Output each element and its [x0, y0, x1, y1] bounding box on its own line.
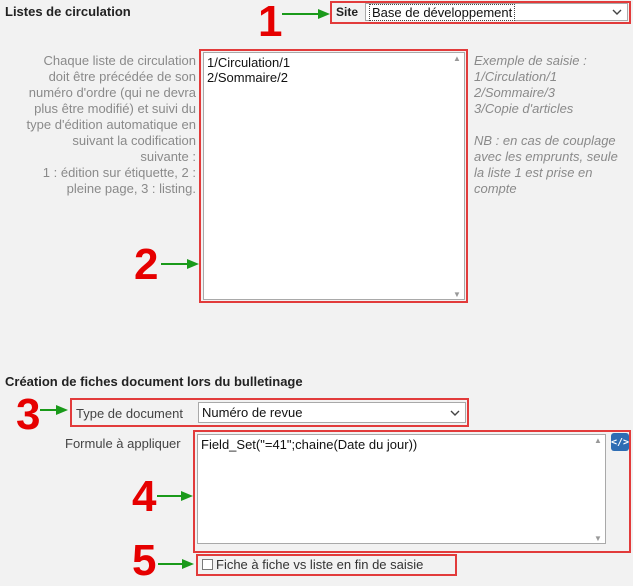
hint-line: 1/Circulation/1	[474, 69, 558, 84]
textarea-scroll-arrows[interactable]: ▲ ▼	[594, 436, 602, 543]
formula-text: Field_Set("=41";chaine(Date du jour))	[201, 437, 418, 452]
hint-line	[474, 117, 618, 133]
hint-line: Exemple de saisie :	[474, 53, 587, 68]
textarea-scroll-arrows[interactable]: ▲ ▼	[453, 54, 461, 299]
creation-section-title: Création de fiches document lors du bulletinage	[5, 374, 303, 389]
chevron-down-icon	[450, 408, 460, 418]
circulation-lists-textarea[interactable]	[203, 52, 465, 300]
annotation-arrow-4	[157, 488, 195, 504]
annotation-number-5: 5	[132, 536, 157, 585]
annotation-number-1: 1	[258, 0, 283, 46]
description-line: pleine page, 3 : listing.	[66, 181, 196, 196]
annotation-arrow-3	[40, 402, 70, 418]
hint-line: 3/Copie d'articles	[474, 101, 574, 116]
annotation-arrow-2	[161, 256, 201, 272]
circulation-description	[0, 53, 196, 197]
hint-line: la liste 1 est prise en	[474, 165, 593, 180]
document-type-value: Numéro de revue	[202, 405, 303, 420]
hint-line: compte	[474, 181, 517, 196]
hint-line: avec les emprunts, seule	[474, 149, 618, 164]
site-select[interactable]	[365, 3, 628, 21]
site-label: Site	[336, 5, 359, 19]
hint-line: 2/Sommaire/3	[474, 85, 555, 100]
formula-label: Formule à appliquer	[65, 436, 181, 451]
description-line: type d'édition automatique en	[26, 117, 196, 132]
site-select-value: Base de développement	[369, 4, 515, 21]
description-line: 1 : édition sur étiquette, 2 :	[42, 165, 196, 180]
description-line: suivant la codification	[72, 133, 196, 148]
hint-line: NB : en cas de couplage	[474, 133, 616, 148]
code-icon[interactable]: </>	[611, 433, 629, 451]
circulation-section-title: Listes de circulation	[5, 4, 131, 19]
chevron-down-icon	[612, 7, 622, 17]
description-line: plus être modifié) et suivi du	[34, 101, 196, 116]
document-type-label: Type de document	[76, 406, 183, 421]
annotation-number-3: 3	[16, 390, 41, 439]
formula-textarea[interactable]	[197, 434, 606, 544]
annotation-arrow-1	[282, 6, 332, 22]
fiche-a-fiche-checkbox[interactable]	[202, 559, 213, 570]
circulation-hint	[474, 53, 618, 197]
annotation-arrow-5	[158, 556, 196, 572]
textarea-line: 2/Sommaire/2	[207, 70, 288, 85]
textarea-line: 1/Circulation/1	[207, 55, 291, 70]
description-line: Chaque liste de circulation	[43, 53, 196, 68]
description-line: numéro d'ordre (qui ne devra	[28, 85, 196, 100]
fiche-a-fiche-checkbox-label[interactable]: Fiche à fiche vs liste en fin de saisie	[216, 557, 424, 572]
annotation-number-4: 4	[132, 472, 157, 521]
document-type-select[interactable]	[198, 402, 466, 423]
description-line: suivante :	[140, 149, 196, 164]
annotation-number-2: 2	[134, 240, 159, 289]
description-line: doit être précédée de son	[48, 69, 196, 84]
